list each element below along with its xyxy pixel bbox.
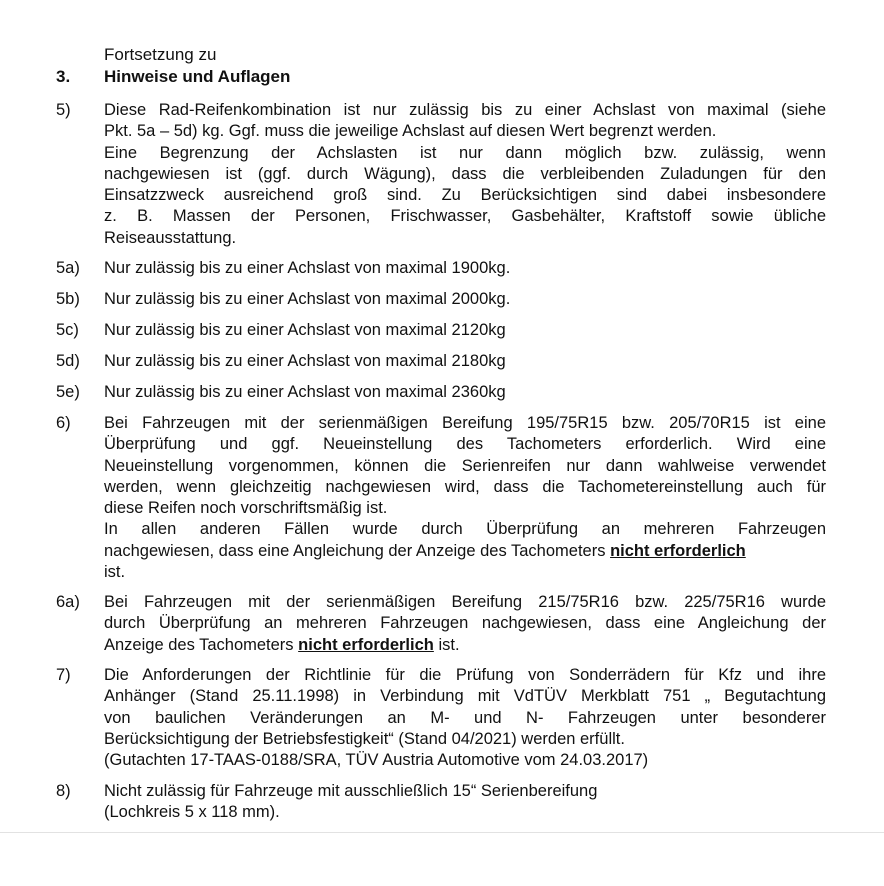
text-line: Bei Fahrzeugen mit der serienmäßigen Bereifung 215/75R16 bzw. 225/75R16 wurde — [104, 593, 826, 611]
text-line: Bei Fahrzeugen mit der serienmäßigen Bereifung 195/75R15 bzw. 205/70R15 ist eine — [104, 414, 826, 432]
emphasis-not-required: nicht erforderlich — [298, 635, 434, 654]
note-item-5a — [56, 258, 826, 279]
text-line — [104, 635, 826, 656]
item-body — [104, 665, 826, 771]
item-number: 5b) — [56, 290, 80, 308]
text-line: Diese Rad-Reifenkombination ist nur zulässig bis zu einer Achslast von maximal (siehe — [104, 101, 826, 119]
note-item-5d — [56, 351, 826, 372]
note-item-5e — [56, 382, 826, 403]
item-number: 5) — [56, 101, 71, 119]
item-body — [104, 413, 826, 583]
text-fragment: nachgewiesen, dass eine Angleichung der Anzeige des Tachometers — [104, 541, 606, 560]
text-line: Pkt. 5a – 5d) kg. Ggf. muss die jeweilige Achslast auf diesen Wert begrenzt werden. — [104, 122, 717, 141]
item-body — [104, 289, 826, 310]
text-line: In allen anderen Fällen wurde durch Überprüfung an mehreren Fahrzeugen — [104, 520, 826, 539]
text-line: ist. — [104, 563, 126, 582]
item-number: 5a) — [56, 259, 80, 277]
text-line: Nur zulässig bis zu einer Achslast von maximal 2180kg — [104, 352, 506, 370]
item-number: 5c) — [56, 321, 79, 339]
item-number: 6a) — [56, 593, 80, 611]
note-item-5 — [56, 100, 826, 249]
text-line: (Lochkreis 5 x 118 mm). — [104, 803, 280, 822]
section-heading — [56, 66, 290, 88]
text-line: Überprüfung und ggf. Neueinstellung des Tachometers erforderlich. Wird eine — [104, 435, 826, 454]
note-item-5b — [56, 289, 826, 310]
text-line — [104, 541, 826, 562]
text-line: Neueinstellung vorgenommen, können die Serienreifen nur dann wahlweise verwendet — [104, 456, 826, 475]
item-body — [104, 320, 826, 341]
text-line: von baulichen Veränderungen an M- und N- Fahrzeugen unter besonderer — [104, 708, 826, 727]
text-line: Reiseausstattung. — [104, 228, 237, 247]
item-number: 5e) — [56, 383, 80, 401]
section-title: Hinweise und Auflagen — [104, 67, 291, 86]
text-line: Nur zulässig bis zu einer Achslast von maximal 2120kg — [104, 321, 506, 339]
text-line: Anhänger (Stand 25.11.1998) in Verbindung mit VdTÜV Merkblatt 751 „ Begutachtung — [104, 687, 826, 706]
text-fragment: Anzeige des Tachometers — [104, 635, 294, 654]
section-number: 3. — [56, 67, 71, 86]
item-number: 7) — [56, 666, 71, 684]
text-line: nachgewiesen ist (ggf. durch Wägung), dass die verbleibenden Zuladungen für den — [104, 164, 826, 183]
item-number: 8) — [56, 782, 71, 800]
text-line: Eine Begrenzung der Achslasten ist nur dann möglich bzw. zulässig, wenn — [104, 143, 826, 162]
item-body — [104, 781, 826, 824]
text-line: Die Anforderungen der Richtlinie für die Prüfung von Sonderrädern für Kfz und ihre — [104, 666, 826, 684]
text-fragment: ist. — [438, 635, 460, 654]
item-body — [104, 592, 826, 656]
text-line: Nur zulässig bis zu einer Achslast von maximal 2000kg. — [104, 290, 511, 308]
text-line: durch Überprüfung an mehreren Fahrzeugen nachgewiesen, dass eine Angleichung der — [104, 614, 826, 633]
note-item-6 — [56, 413, 826, 583]
item-body — [104, 382, 826, 403]
item-number: 6) — [56, 414, 71, 432]
note-item-5c — [56, 320, 826, 341]
text-line: Nur zulässig bis zu einer Achslast von maximal 1900kg. — [104, 259, 511, 277]
item-body — [104, 100, 826, 249]
item-number: 5d) — [56, 352, 80, 370]
text-line: Einsatzzweck ausreichend groß sind. Zu Berücksichtigen sind dabei insbesondere — [104, 186, 826, 205]
note-item-7 — [56, 665, 826, 771]
note-item-8 — [56, 781, 826, 824]
continuation-label: Fortsetzung zu — [104, 45, 217, 64]
text-line: Berücksichtigung der Betriebsfestigkeit“ (Stand 04/2021) werden erfüllt. — [104, 729, 625, 748]
emphasis-not-required: nicht erforderlich — [610, 541, 746, 560]
text-line: diese Reifen noch vorschriftsmäßig ist. — [104, 499, 388, 518]
text-line: z. B. Massen der Personen, Frischwasser, Gasbehälter, Kraftstoff sowie übliche — [104, 207, 826, 226]
item-body — [104, 258, 826, 279]
page-divider — [0, 832, 884, 833]
note-item-6a — [56, 592, 826, 656]
text-line: Nicht zulässig für Fahrzeuge mit ausschließlich 15“ Serienbereifung — [104, 782, 598, 800]
item-body — [104, 351, 826, 372]
text-line: Nur zulässig bis zu einer Achslast von maximal 2360kg — [104, 383, 506, 401]
text-line: werden, wenn gleichzeitig nachgewiesen wird, dass die Tachometereinstellung auch für — [104, 477, 826, 496]
text-line: (Gutachten 17-TAAS-0188/SRA, TÜV Austria Automotive vom 24.03.2017) — [104, 751, 649, 770]
